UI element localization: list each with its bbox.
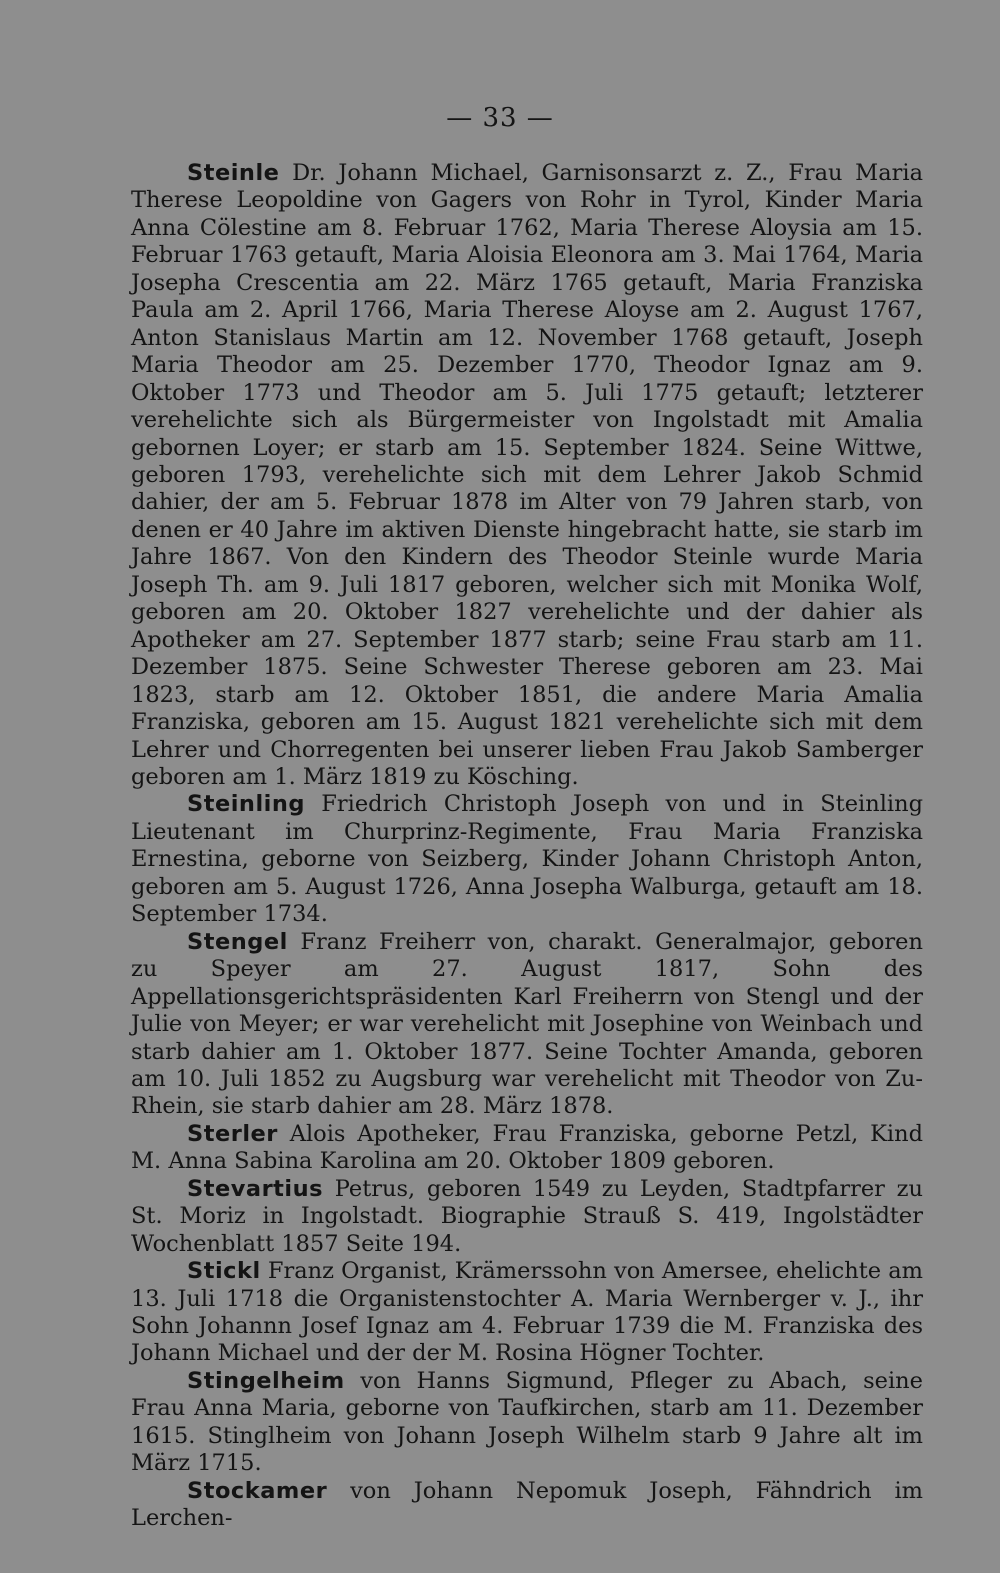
entry-name: Steinling: [187, 791, 305, 818]
page-number: — 33 —: [446, 103, 554, 133]
entry-name: Stingelheim: [187, 1367, 345, 1394]
entry-text: Friedrich Christoph Joseph von und in Steinling Lieutenant im Churprinz-Regimente, Frau Maria Franziska Ernestina, geborne von Seizberg, Kinder Johann Christoph Anton, geboren am 5. August 1726, Anna Josepha Walburga, getauft am 18. September 1734.: [131, 791, 923, 928]
entry-text: Dr. Johann Michael, Garnisonsarzt z. Z., Frau Maria Therese Leopoldine von Gagers von Rohr in Tyrol, Kinder Maria Anna Cölestine am 8. Februar 1762, Maria Therese Aloysia am 15. Februar 1763 getauft, Maria Aloisia Eleonora am 3. Mai 1764, Maria Josepha Crescentia am 22. März 1765 getauft, Maria Franziska Paula am 2. April 1766, Maria Therese Aloyse am 2. August 1767, Anton Stanislaus Martin am 12. November 1768 getauft, Joseph Maria Theodor am 25. Dezember 1770, Theodor Ignaz am 9. Oktober 1773 und Theodor am 5. Juli 1775 getauft; letzterer verehelichte sich als Bürgermeister von Ingolstadt mit Amalia gebornen Loyer; er starb am 15. September 1824. Seine Wittwe, geboren 1793, verehelichte sich mit dem Lehrer Jakob Schmid dahier, der am 5. Februar 1878 im Alter von 79 Jahren starb, von denen er 40 Jahre im aktiven Dienste hingebracht hatte, sie starb im Jahre 1867. Von den Kindern des Theodor Steinle wurde Maria Joseph Th. am 9. Juli 1817 geboren, welcher sich mit Monika Wolf, geboren am 20. Oktober 1827 verehelichte und der dahier als Apotheker am 27. September 1877 starb; seine Frau starb am 11. Dezember 1875. Seine Schwester Therese geboren am 23. Mai 1823, starb am 12. Oktober 1851, die andere Maria Amalia Franziska, geboren am 15. August 1821 verehelichte sich mit dem Lehrer und Chorregenten bei unserer lieben Frau Jakob Samberger geboren am 1. März 1819 zu Kösching.: [131, 160, 923, 790]
entry-stickl: [131, 1258, 923, 1368]
entry-stockamer: [131, 1478, 923, 1533]
entry-text: Franz Organist, Krämerssohn von Amersee, ehelichte am 13. Juli 1718 die Organistenstochter A. Maria Wernberger v. J., ihr Sohn Johannn Josef Ignaz am 4. Februar 1739 die M. Franziska des Johann Michael und der der M. Rosina Högner Tochter.: [131, 1258, 923, 1367]
entry-text: Petrus, geboren 1549 zu Leyden, Stadtpfarrer zu St. Moriz in Ingolstadt. Biographie Strauß S. 419, Ingolstädter Wochenblatt 1857 Seite 194.: [131, 1175, 923, 1257]
entry-text: von Hanns Sigmund, Pfleger zu Abach, seine Frau Anna Maria, geborne von Taufkirchen, starb am 11. Dezember 1615. Stinglheim von Johann Joseph Wilhelm starb 9 Jahre alt im März 1715.: [131, 1367, 923, 1477]
entry-name: Stickl: [187, 1258, 261, 1285]
entry-text: Alois Apotheker, Frau Franziska, geborne Petzl, Kind M. Anna Sabina Karolina am 20. Oktober 1809 geboren.: [131, 1120, 923, 1175]
entry-name: Stengel: [187, 928, 288, 955]
entry-stengel: [131, 929, 923, 1121]
entry-text: Franz Freiherr von, charakt. Generalmajor, geboren zu Speyer am 27. August 1817, Sohn des Appellationsgerichtspräsidenten Karl Freiherrn von Stengl und der Julie von Meyer; er war verehelicht mit Josephine von Weinbach und starb dahier am 1. Oktober 1877. Seine Tochter Amanda, geboren am 10. Juli 1852 zu Augsburg war verehelicht mit Theodor von Zu-Rhein, sie starb dahier am 28. März 1878.: [131, 928, 923, 1120]
document-body: [131, 160, 923, 1533]
entry-name: Stevartius: [187, 1175, 324, 1202]
entry-name: Steinle: [187, 160, 280, 186]
entry-stevartius: [131, 1176, 923, 1258]
entry-text: von Johann Nepomuk Joseph, Fähndrich im Lerchen-: [131, 1477, 923, 1532]
entry-sterler: [131, 1121, 923, 1176]
entry-name: Sterler: [187, 1120, 278, 1147]
entry-steinle: [131, 160, 923, 791]
entry-steinling: [131, 791, 923, 928]
entry-stingelheim: [131, 1368, 923, 1478]
entry-name: Stockamer: [187, 1477, 328, 1504]
